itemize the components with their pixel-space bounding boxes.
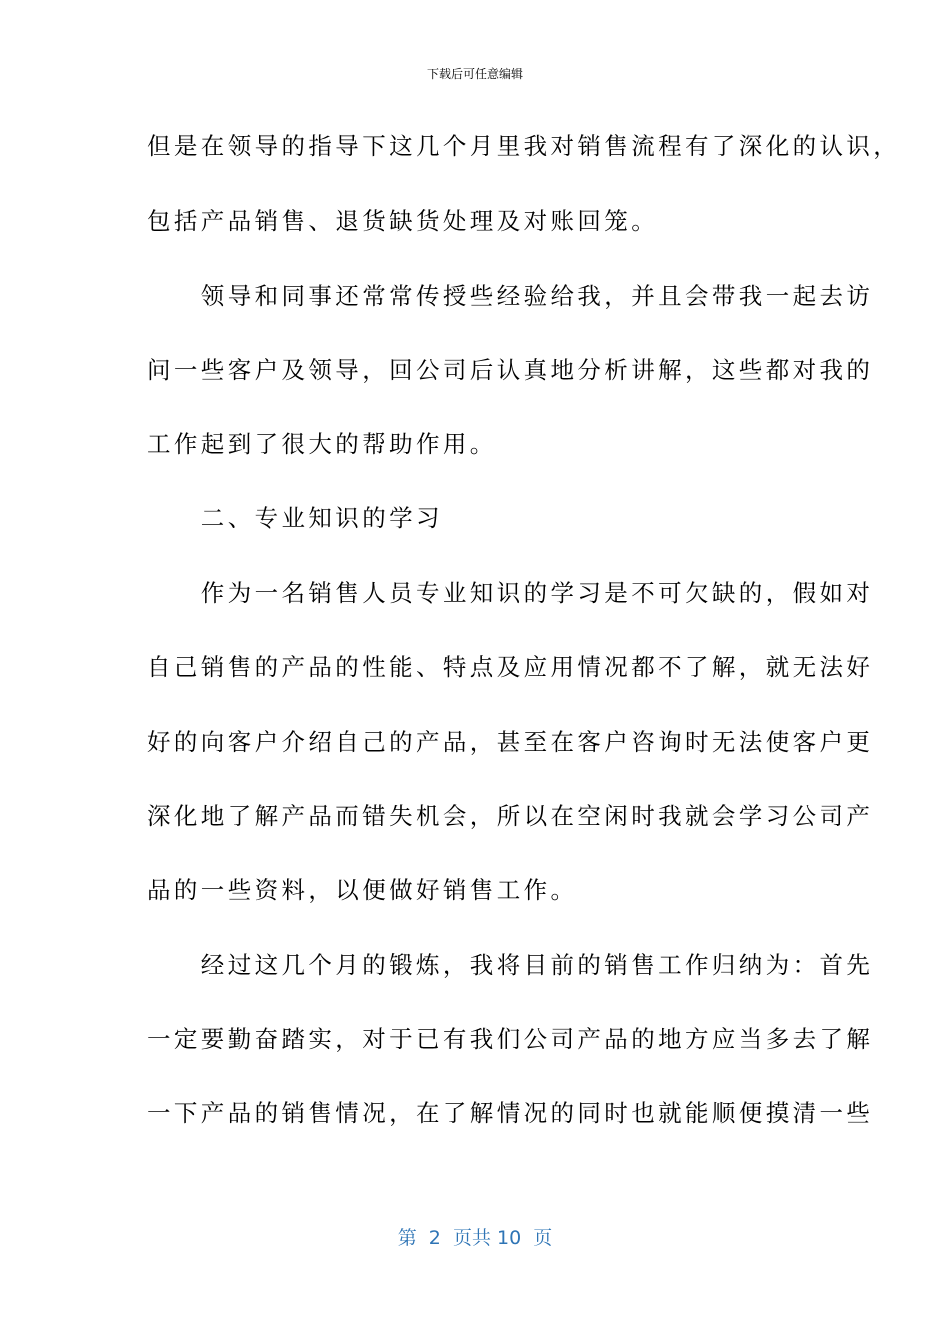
text-line: 一下产品的销售情况，在了解情况的同时也就能顺便摸清一些: [147, 1099, 874, 1127]
text-line: 深化地了解产品而错失机会，所以在空闲时我就会学习公司产: [147, 802, 874, 830]
text-line: 自己销售的产品的性能、特点及应用情况都不了解，就无法好: [147, 653, 874, 681]
page-number-footer: 第 2 页共 10 页: [397, 1227, 553, 1249]
text-line: 但是在领导的指导下这几个月里我对销售流程有了深化的认识，: [147, 132, 901, 160]
text-line: 经过这几个月的锻炼，我将目前的销售工作归纳为：首先: [147, 951, 874, 979]
section-heading: 二、专业知识的学习: [147, 504, 443, 532]
text-line: 作为一名销售人员专业知识的学习是不可欠缺的，假如对: [147, 579, 874, 607]
text-line: 品的一些资料，以便做好销售工作。: [147, 876, 578, 904]
text-line: 一定要勤奋踏实，对于已有我们公司产品的地方应当多去了解: [147, 1025, 874, 1053]
text-line: 领导和同事还常常传授些经验给我，并且会带我一起去访: [147, 282, 874, 310]
header-note: 下载后可任意编辑: [426, 67, 523, 81]
text-line: 工作起到了很大的帮助作用。: [147, 430, 497, 458]
text-line: 问一些客户及领导，回公司后认真地分析讲解，这些都对我的: [147, 356, 874, 384]
text-line: 包括产品销售、退货缺货处理及对账回笼。: [147, 207, 659, 235]
text-line: 好的向客户介绍自己的产品，甚至在客户咨询时无法使客户更: [147, 728, 874, 756]
